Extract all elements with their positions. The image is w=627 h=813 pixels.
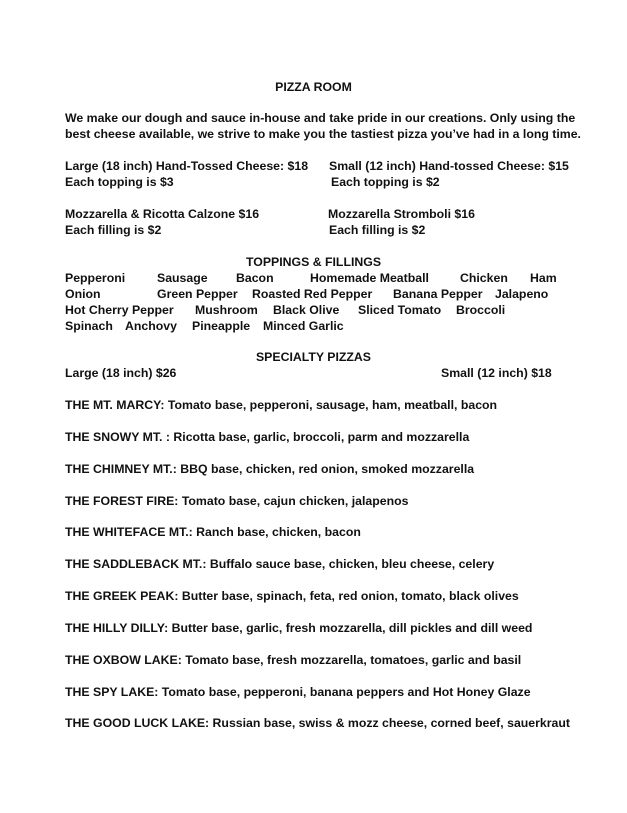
topping-item: Onion xyxy=(65,287,101,301)
large-topping-price: Each topping is $3 xyxy=(65,175,174,189)
specialty-small-price: Small (12 inch) $18 xyxy=(441,366,552,380)
specialty-large-price: Large (18 inch) $26 xyxy=(65,366,177,380)
specialty-pizza: THE HILLY DILLY: Butter base, garlic, fresh mozzarella, dill pickles and dill weed xyxy=(65,621,533,635)
specialty-pizza: THE GREEK PEAK: Butter base, spinach, feta, red onion, tomato, black olives xyxy=(65,589,519,603)
intro-line: We make our dough and sauce in-house and take pride in our creations. Only using the xyxy=(65,111,576,125)
topping-item: Bacon xyxy=(236,271,274,285)
specialty-pizza: THE CHIMNEY MT.: BBQ base, chicken, red onion, smoked mozzarella xyxy=(65,462,475,476)
topping-item: Pepperoni xyxy=(65,271,126,285)
specialty-pizza: THE FOREST FIRE: Tomato base, cajun chicken, jalapenos xyxy=(65,494,409,508)
topping-item: Roasted Red Pepper xyxy=(252,287,373,301)
topping-item: Pineapple xyxy=(192,319,251,333)
calzone-filling-price: Each filling is $2 xyxy=(65,223,162,237)
page-title: PIZZA ROOM xyxy=(275,80,352,94)
topping-item: Minced Garlic xyxy=(263,319,344,333)
topping-item: Homemade Meatball xyxy=(310,271,429,285)
intro-paragraph xyxy=(65,110,585,142)
specialty-pizza: THE SADDLEBACK MT.: Buffalo sauce base, chicken, bleu cheese, celery xyxy=(65,557,495,571)
topping-item: Broccoli xyxy=(456,303,506,317)
topping-item: Chicken xyxy=(460,271,508,285)
topping-item: Sliced Tomato xyxy=(358,303,442,317)
small-cheese-price: Small (12 inch) Hand-tossed Cheese: $15 xyxy=(329,159,569,173)
topping-item: Hot Cherry Pepper xyxy=(65,303,174,317)
specialty-pizza: THE MT. MARCY: Tomato base, pepperoni, sausage, ham, meatball, bacon xyxy=(65,398,498,412)
topping-item: Green Pepper xyxy=(157,287,238,301)
calzone-price: Mozzarella & Ricotta Calzone $16 xyxy=(65,207,260,221)
topping-item: Ham xyxy=(530,271,557,285)
toppings-heading: TOPPINGS & FILLINGS xyxy=(245,255,382,269)
topping-item: Banana Pepper xyxy=(393,287,483,301)
large-cheese-price: Large (18 inch) Hand-Tossed Cheese: $18 xyxy=(65,159,309,173)
specialty-pizza: THE SNOWY MT. : Ricotta base, garlic, broccoli, parm and mozzarella xyxy=(65,430,470,444)
topping-item: Spinach xyxy=(65,319,113,333)
topping-item: Anchovy xyxy=(125,319,177,333)
specialty-pizza: THE SPY LAKE: Tomato base, pepperoni, banana peppers and Hot Honey Glaze xyxy=(65,685,531,699)
specialty-pizza: THE WHITEFACE MT.: Ranch base, chicken, bacon xyxy=(65,525,361,539)
topping-item: Mushroom xyxy=(195,303,258,317)
specialty-pizza: THE GOOD LUCK LAKE: Russian base, swiss & mozz cheese, corned beef, sauerkraut xyxy=(65,716,570,730)
specialty-heading: SPECIALTY PIZZAS xyxy=(255,350,371,364)
intro-line: best cheese available, we strive to make you the tastiest pizza you’ve had in a long time. xyxy=(65,127,581,141)
topping-item: Jalapeno xyxy=(495,287,549,301)
topping-item: Black Olive xyxy=(273,303,340,317)
specialty-pizza: THE OXBOW LAKE: Tomato base, fresh mozzarella, tomatoes, garlic and basil xyxy=(65,653,522,667)
stromboli-filling-price: Each filling is $2 xyxy=(329,223,426,237)
topping-item: Sausage xyxy=(157,271,208,285)
stromboli-price: Mozzarella Stromboli $16 xyxy=(328,207,475,221)
small-topping-price: Each topping is $2 xyxy=(331,175,440,189)
